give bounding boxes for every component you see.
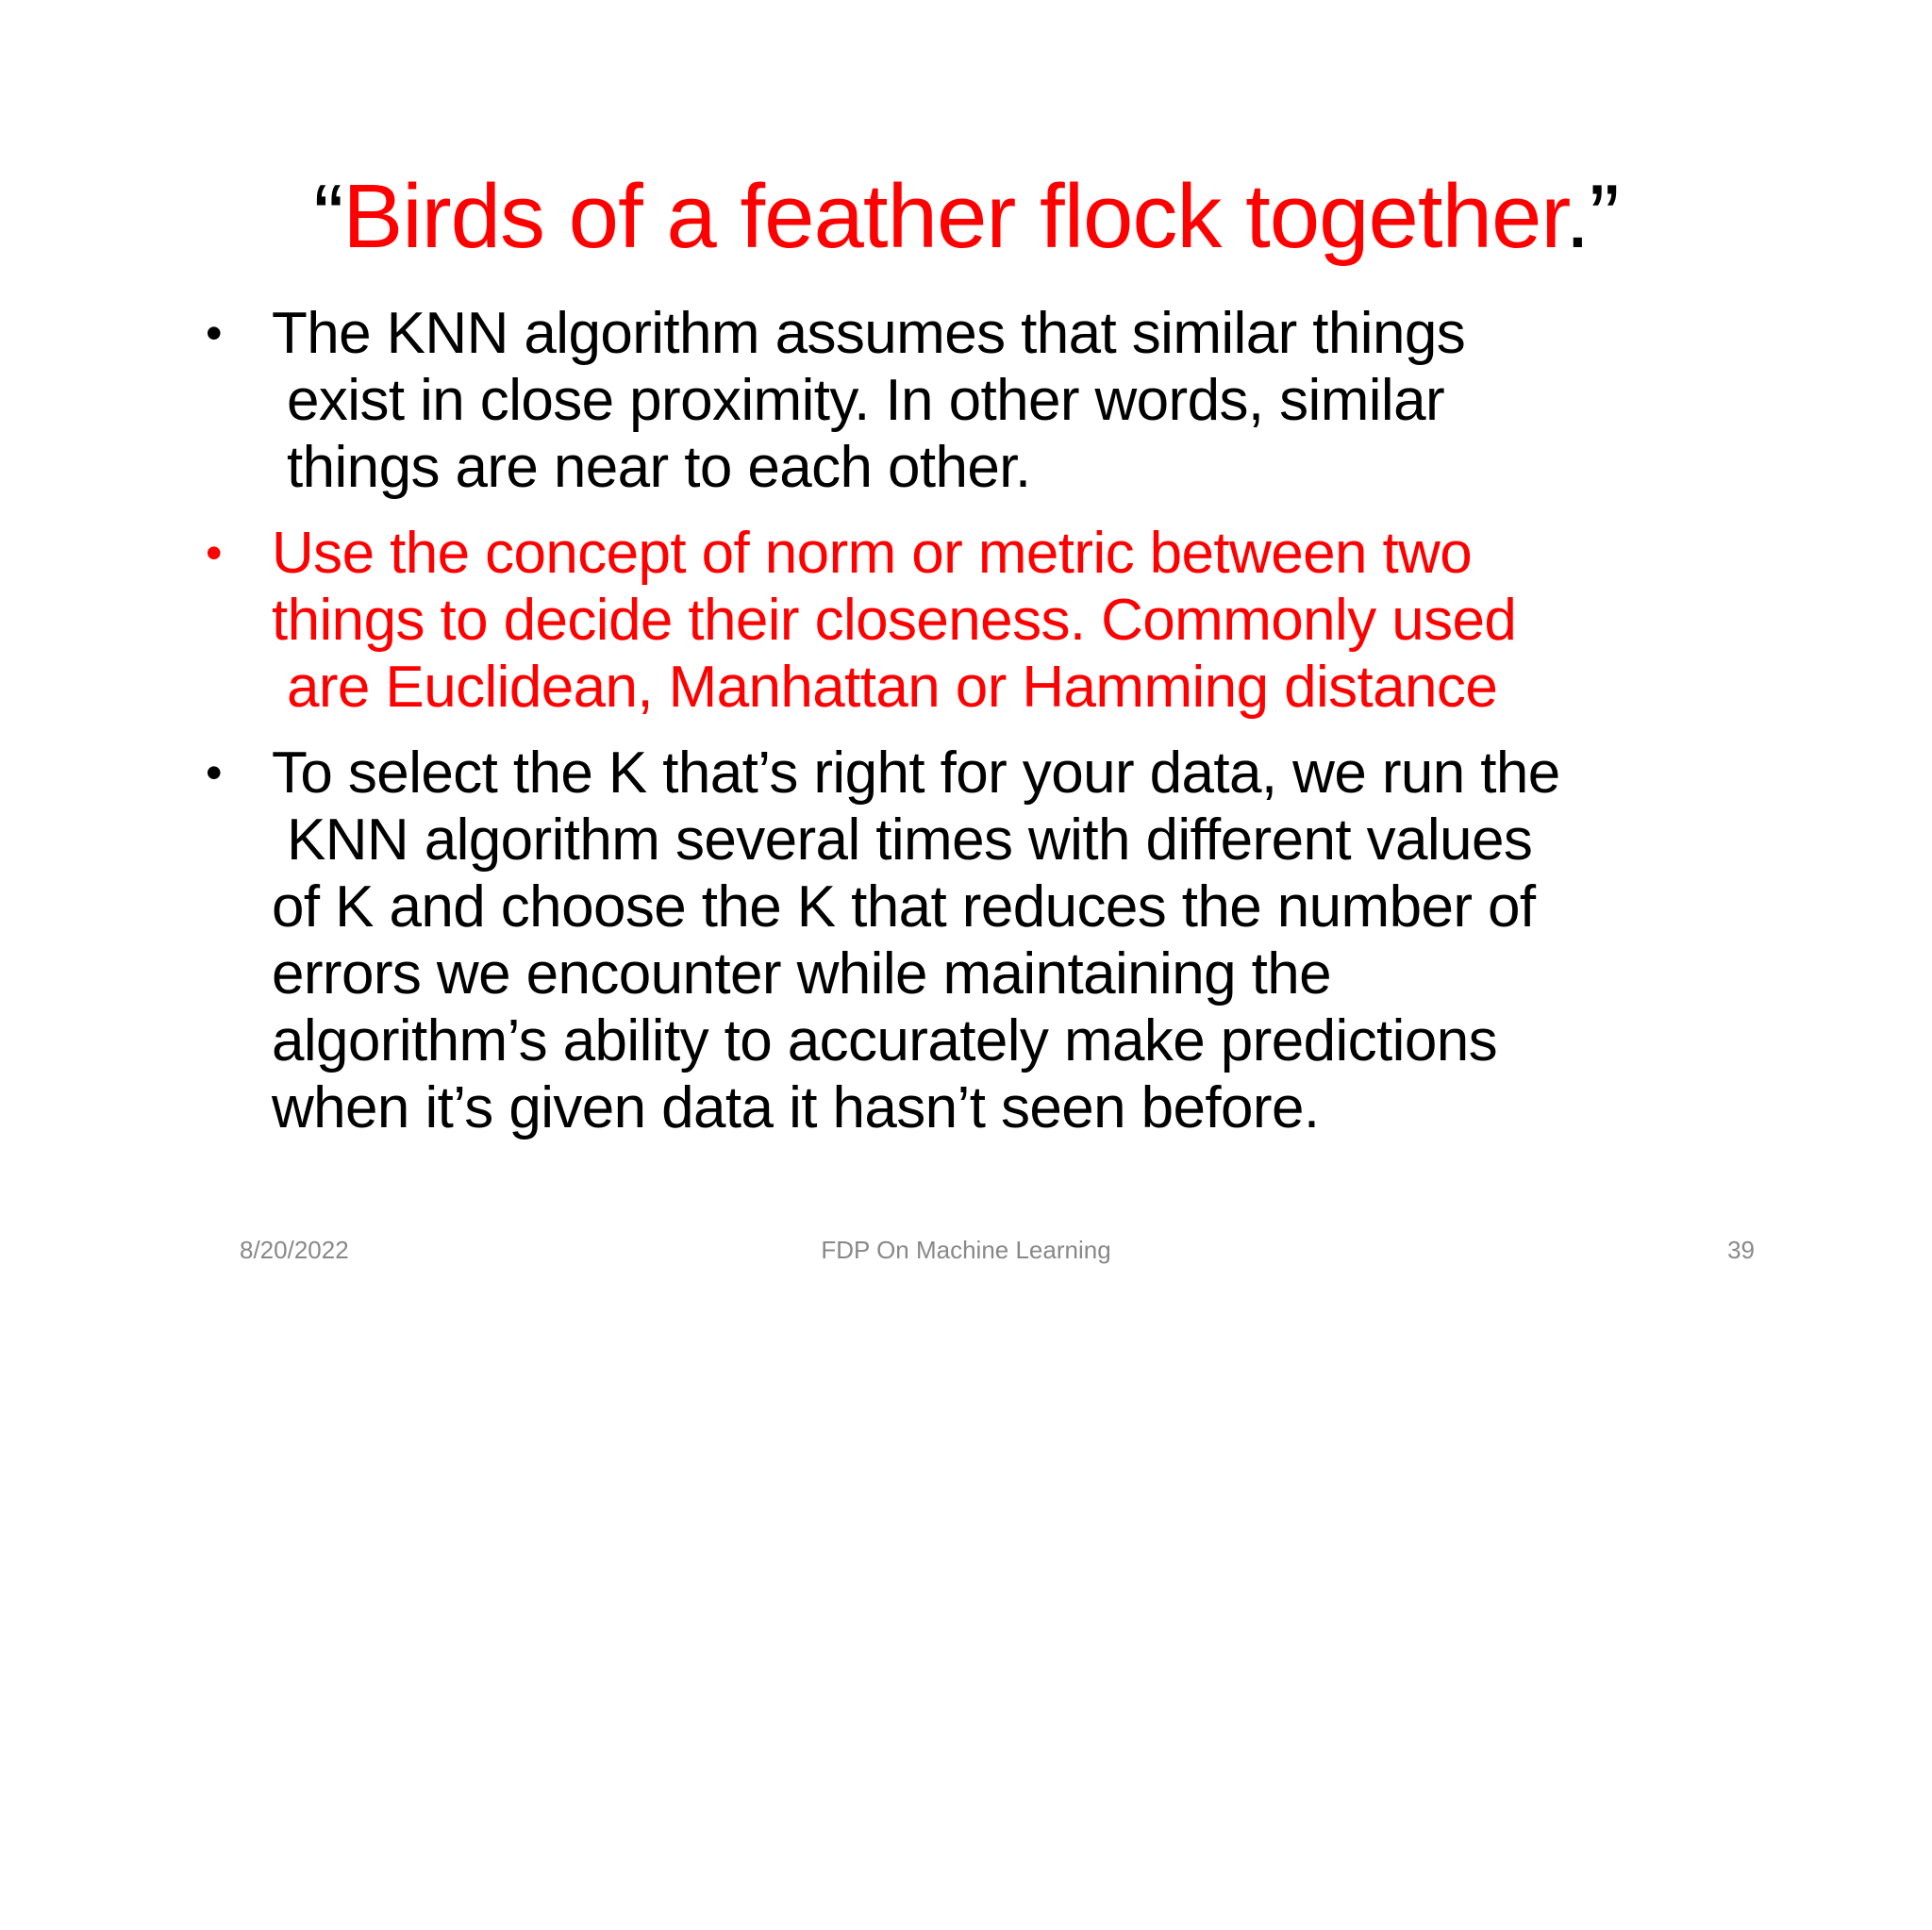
bullet-item-select-k: [206, 740, 1734, 1141]
footer-title: FDP On Machine Learning: [821, 1236, 1111, 1264]
bullet-marker-icon: •: [206, 307, 222, 359]
bullet-line: The KNN algorithm assumes that similar things: [272, 301, 1466, 366]
bullet-line: To select the K that’s right for your data, we run the: [272, 740, 1560, 806]
footer-page-number: 39: [1727, 1236, 1755, 1264]
slide-title: [0, 166, 1932, 268]
bullet-list: [206, 300, 1734, 1160]
bullet-item-knn-assumption: [206, 300, 1734, 501]
bullet-line: KNN algorithm several times with different values: [287, 807, 1533, 873]
footer-date: 8/20/2022: [240, 1236, 349, 1264]
bullet-line: Use the concept of norm or metric between two: [272, 521, 1473, 586]
bullet-line: when it’s given data it hasn’t seen before.: [272, 1075, 1320, 1140]
bullet-marker-icon: •: [206, 526, 222, 579]
title-close-quote: .”: [1565, 166, 1619, 267]
bullet-line: errors we encounter while maintaining the: [272, 941, 1332, 1007]
bullet-line: are Euclidean, Manhattan or Hamming distance: [287, 655, 1498, 720]
bullet-line: of K and choose the K that reduces the number of: [272, 874, 1536, 940]
bullet-item-distance-metric: [206, 520, 1734, 721]
bullet-marker-icon: •: [206, 746, 222, 799]
bullet-line: exist in close proximity. In other words, similar: [287, 368, 1445, 433]
title-open-quote: “: [313, 166, 343, 267]
bullet-line: algorithm’s ability to accurately make predictions: [272, 1008, 1498, 1073]
bullet-line: things to decide their closeness. Commonly used: [272, 588, 1517, 653]
title-quote-text: Birds of a feather flock together: [342, 166, 1566, 267]
bullet-line: things are near to each other.: [287, 435, 1031, 500]
